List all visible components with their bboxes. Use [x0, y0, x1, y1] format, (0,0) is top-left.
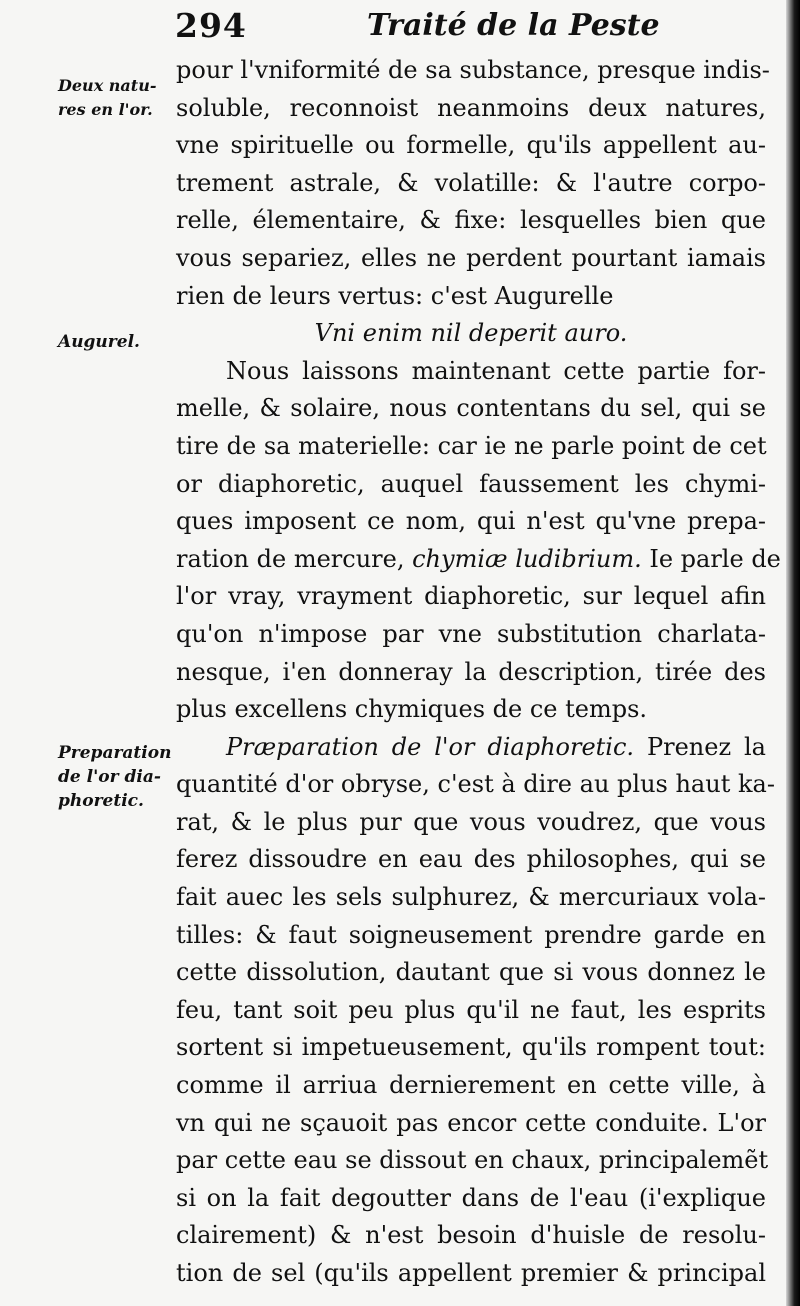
text-line: comme il arriua dernierement en cette ville, à	[176, 1071, 766, 1100]
text-line: rat, & le plus pur que vous voudrez, que vous	[176, 807, 766, 836]
text-line: sortent si impetueusement, qu'ils rompent tout:	[176, 1033, 766, 1062]
italic-segment: chymiæ ludibrium.	[412, 544, 642, 573]
scan-page-edge	[786, 0, 800, 1306]
text-segment: ration de mercure,	[176, 544, 413, 573]
margin-note-preparation	[58, 741, 178, 813]
text-line	[176, 729, 766, 767]
margin-note-line: Deux natu-	[58, 76, 157, 95]
text-line: or diaphoretic, auquel faussement les chymi-	[176, 469, 766, 498]
text-line: vn qui ne sçauoit pas encor cette conduite. L'or	[176, 1108, 766, 1137]
text-line: melle, & solaire, nous contentans du sel, qui se	[176, 394, 766, 423]
text-line: vous separiez, elles ne perdent pourtant iamais	[176, 243, 766, 272]
text-line: nesque, i'en donneray la description, tirée des	[176, 657, 766, 686]
text-line: tion de sel (qu'ils appellent premier & principal	[176, 1259, 766, 1287]
text-line: rien de leurs vertus: c'est Augurelle	[176, 281, 614, 310]
text-line: quantité d'or obryse, c'est à dire au plus haut ka-	[176, 770, 775, 799]
text-line: cette dissolution, dautant que si vous donnez le	[176, 958, 766, 987]
text-line: qu'on n'impose par vne substitution charlata-	[176, 619, 766, 648]
page-number: 294	[175, 6, 247, 45]
text-line: par cette eau se dissout en chaux, principalemẽt	[176, 1146, 769, 1175]
text-segment: Ie parle de	[641, 544, 781, 573]
text-line: si on la fait degoutter dans de l'eau (i'explique	[176, 1183, 766, 1212]
text-line: fait auec les sels sulphurez, & mercuriaux vola-	[176, 883, 766, 912]
margin-note-line: phoretic.	[58, 791, 144, 811]
text-line: vne spirituelle ou formelle, qu'ils appellent au-	[176, 131, 766, 160]
margin-note-deux-natures	[58, 74, 178, 122]
text-line: Nous laissons maintenant cette partie for-	[226, 356, 766, 385]
text-line: tilles: & faut soigneusement prendre garde en	[176, 920, 766, 949]
text-line	[176, 541, 781, 579]
text-line: soluble, reconnoist neanmoins deux natures,	[176, 93, 766, 122]
running-title: Traité de la Peste	[367, 8, 660, 43]
body-text	[176, 52, 781, 1293]
text-line: Vni enim nil deperit auro.	[314, 319, 628, 348]
margin-note-line: res en l'or.	[58, 100, 153, 119]
text-line: l'or vray, vrayment diaphoretic, sur lequel afin	[176, 582, 766, 611]
margin-note-line: Augurel.	[58, 332, 140, 352]
text-line: ques imposent ce nom, qui n'est qu'vne prepa-	[176, 507, 766, 536]
margin-note-line: de l'or dia-	[58, 767, 161, 787]
page-header	[175, 6, 775, 48]
text-line: clairement) & n'est besoin d'huisle de resolu-	[176, 1221, 766, 1250]
text-line: trement astrale, & volatille: & l'autre corpo-	[176, 168, 766, 197]
text-line: relle, élementaire, & fixe: lesquelles bien que	[176, 206, 766, 235]
text-line: pour l'vniformité de sa substance, presque indis-	[176, 56, 770, 84]
margin-note-augurel	[58, 330, 178, 354]
text-line: plus excellens chymiques de ce temps.	[176, 695, 648, 724]
italic-segment: Præparation de l'or diaphoretic.	[226, 732, 635, 761]
text-segment: Prenez la	[634, 732, 766, 761]
text-line: ferez dissoudre en eau des philosophes, qui se	[176, 845, 766, 874]
text-line: tire de sa materielle: car ie ne parle point de cet	[176, 431, 767, 460]
text-line: feu, tant soit peu plus qu'il ne faut, les esprits	[176, 995, 766, 1024]
margin-note-line: Preparation	[58, 743, 172, 763]
